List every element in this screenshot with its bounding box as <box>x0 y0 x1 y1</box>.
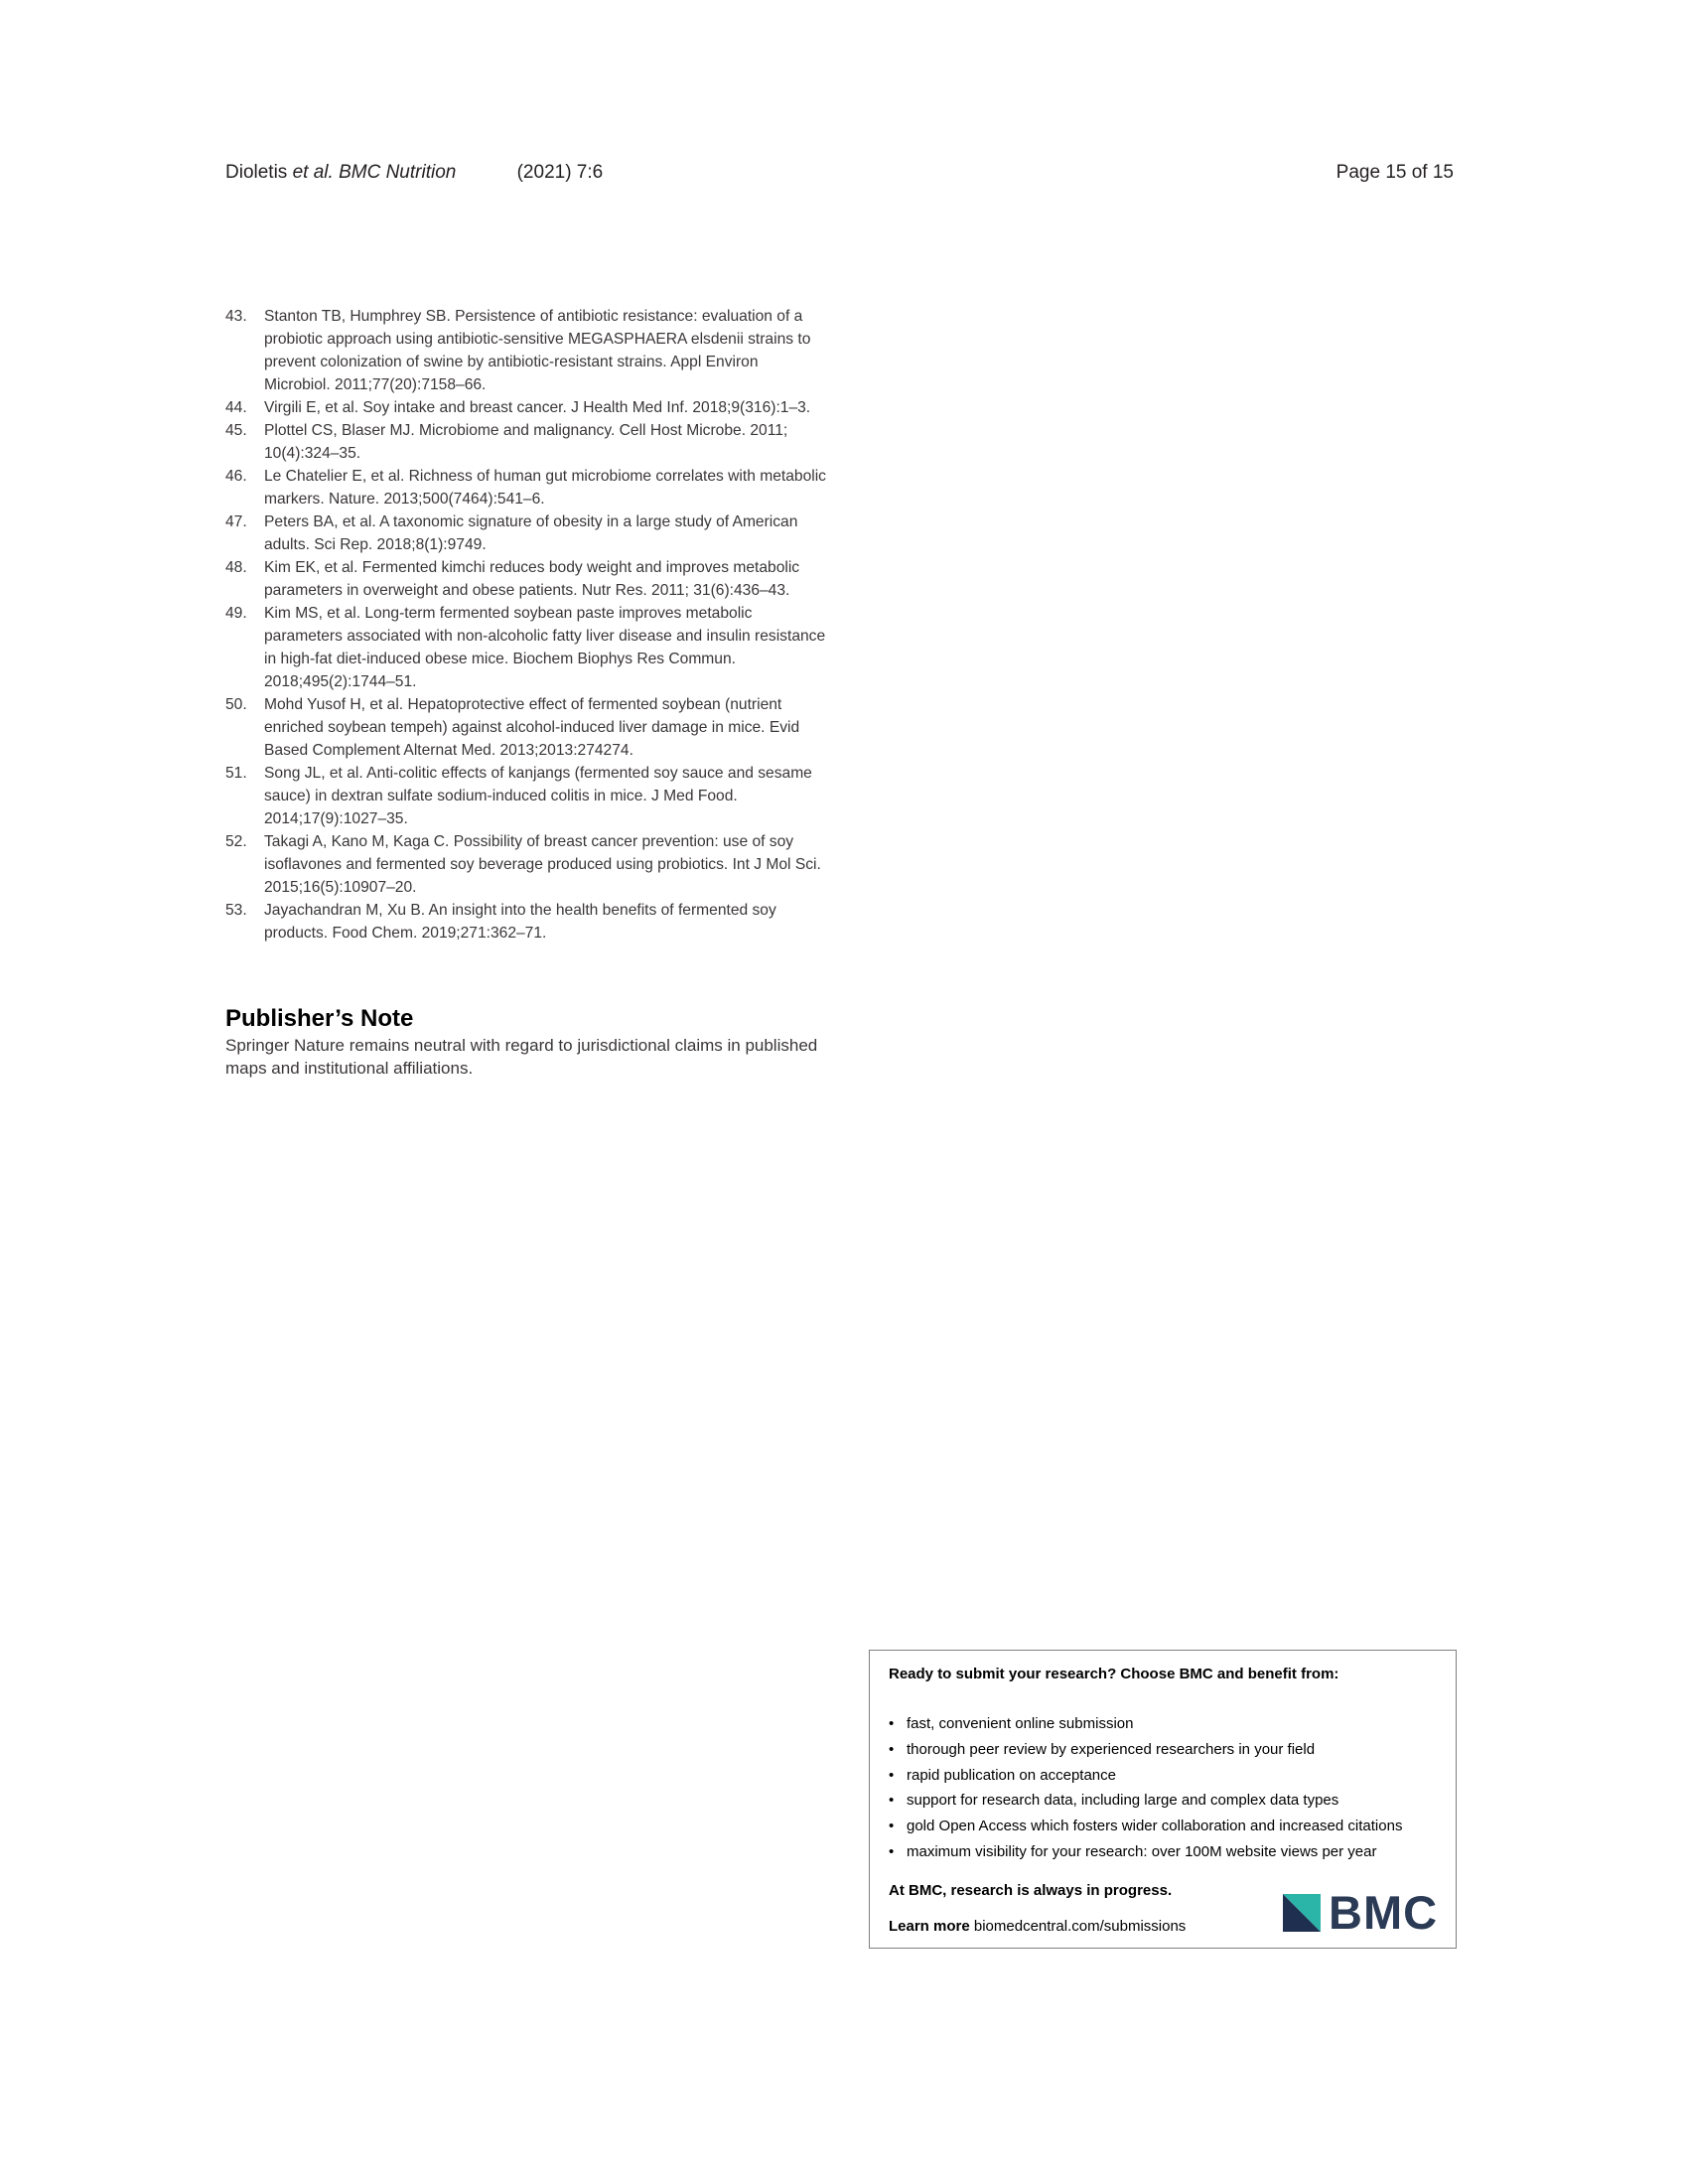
reference-number: 43. <box>225 308 247 325</box>
reference-number: 47. <box>225 513 247 530</box>
reference-item <box>225 899 826 945</box>
ad-benefit-text: support for research data, including large and complex data types <box>907 1792 1339 1810</box>
bullet-icon: • <box>889 1715 895 1732</box>
ad-benefit-text: maximum visibility for your research: over 100M website views per year <box>907 1842 1377 1860</box>
reference-item <box>225 510 826 556</box>
learn-more-link[interactable]: biomedcentral.com/submissions <box>973 1918 1187 1935</box>
reference-list <box>225 305 826 945</box>
header-journal: BMC Nutrition <box>339 162 457 183</box>
reference-number: 44. <box>225 399 247 416</box>
ad-benefit-item <box>889 1814 1402 1839</box>
bullet-icon: • <box>889 1740 895 1758</box>
bullet-icon: • <box>889 1842 895 1860</box>
reference-item <box>225 693 826 762</box>
reference-number: 51. <box>225 765 247 782</box>
reference-number: 52. <box>225 833 247 850</box>
reference-number: 49. <box>225 605 247 622</box>
reference-number: 45. <box>225 422 247 439</box>
ad-benefit-text: thorough peer review by experienced researchers in your field <box>907 1740 1316 1758</box>
reference-text: Takagi A, Kano M, Kaga C. Possibility of breast cancer prevention: use of soy isoflavones and fermented soy beverage produced using probiotics. Int J Mol Sci. 2015;16(5):10907–20. <box>264 833 821 896</box>
reference-number: 50. <box>225 696 247 713</box>
bmc-logo-text: BMC <box>1329 1886 1439 1939</box>
reference-text: Kim MS, et al. Long-term fermented soybean paste improves metabolic parameters associated with non-alcoholic fatty liver disease and insulin resistance in high-fat diet-induced obese mice. Biochem Biophys Res Commun. 2018;495(2):1744–51. <box>264 605 826 690</box>
reference-item <box>225 465 826 510</box>
learn-more-line <box>889 1918 1186 1935</box>
ad-benefit-item <box>889 1839 1402 1865</box>
ad-tagline: At BMC, research is always in progress. <box>889 1882 1173 1899</box>
reference-text: Plottel CS, Blaser MJ. Microbiome and malignancy. Cell Host Microbe. 2011; 10(4):324–35. <box>264 422 788 462</box>
learn-more-label: Learn more <box>889 1918 970 1935</box>
reference-item <box>225 305 826 396</box>
header-etal: et al. <box>292 162 334 183</box>
publisher-note-text: Springer Nature remains neutral with regard to jurisdictional claims in published maps and institutional affiliations. <box>225 1036 818 1078</box>
ad-benefit-list <box>889 1711 1402 1865</box>
reference-number: 46. <box>225 468 247 485</box>
reference-item <box>225 762 826 830</box>
reference-number: 53. <box>225 902 247 919</box>
ad-benefit-text: fast, convenient online submission <box>907 1715 1134 1732</box>
reference-text: Jayachandran M, Xu B. An insight into the health benefits of fermented soy products. Food Chem. 2019;271:362–71. <box>264 902 776 942</box>
reference-text: Peters BA, et al. A taxonomic signature of obesity in a large study of American adults. Sci Rep. 2018;8(1):9749. <box>264 513 798 553</box>
header-authors: Dioletis <box>225 162 288 183</box>
reference-item <box>225 396 826 419</box>
bullet-icon: • <box>889 1766 895 1784</box>
bmc-submission-ad <box>869 1650 1457 1949</box>
reference-item <box>225 830 826 899</box>
reference-text: Mohd Yusof H, et al. Hepatoprotective effect of fermented soybean (nutrient enriched soybean tempeh) against alcohol-induced liver damage in mice. Evid Based Complement Alternat Med. 2013;2013:274274. <box>264 696 800 759</box>
ad-title: Ready to submit your research? Choose BMC and benefit from: <box>889 1666 1339 1682</box>
page-number: Page 15 of 15 <box>1336 162 1454 183</box>
reference-text: Stanton TB, Humphrey SB. Persistence of antibiotic resistance: evaluation of a probiotic approach using antibiotic-sensitive MEGASPHAERA elsdenii strains to prevent colonization of swine by antibiotic-resistant strains. Appl Environ Microbiol. 2011;77(20):7158–66. <box>264 308 811 393</box>
reference-text: Kim EK, et al. Fermented kimchi reduces body weight and improves metabolic parameters in overweight and obese patients. Nutr Res. 2011; 31(6):436–43. <box>264 559 800 599</box>
reference-item <box>225 556 826 602</box>
ad-benefit-item <box>889 1737 1402 1763</box>
reference-text: Virgili E, et al. Soy intake and breast cancer. J Health Med Inf. 2018;9(316):1–3. <box>264 399 811 416</box>
header-citation: (2021) 7:6 <box>516 162 604 183</box>
ad-benefit-item <box>889 1711 1402 1737</box>
reference-item <box>225 602 826 693</box>
ad-benefit-item <box>889 1763 1402 1789</box>
reference-item <box>225 419 826 465</box>
reference-text: Le Chatelier E, et al. Richness of human gut microbiome correlates with metabolic markers. Nature. 2013;500(7464):541–6. <box>264 468 826 508</box>
publisher-note-heading: Publisher’s Note <box>225 1005 414 1032</box>
bmc-logo-mark-icon <box>1283 1894 1321 1932</box>
ad-benefit-item <box>889 1788 1402 1814</box>
ad-benefit-text: rapid publication on acceptance <box>907 1766 1116 1784</box>
bullet-icon: • <box>889 1818 895 1835</box>
bullet-icon: • <box>889 1792 895 1810</box>
bmc-logo <box>1283 1886 1439 1939</box>
reference-number: 48. <box>225 559 247 576</box>
running-header <box>225 161 603 185</box>
ad-benefit-text: gold Open Access which fosters wider collaboration and increased citations <box>907 1818 1403 1835</box>
reference-text: Song JL, et al. Anti-colitic effects of kanjangs (fermented soy sauce and sesame sauce) in dextran sulfate sodium-induced colitis in mice. J Med Food. 2014;17(9):1027–35. <box>264 765 812 827</box>
